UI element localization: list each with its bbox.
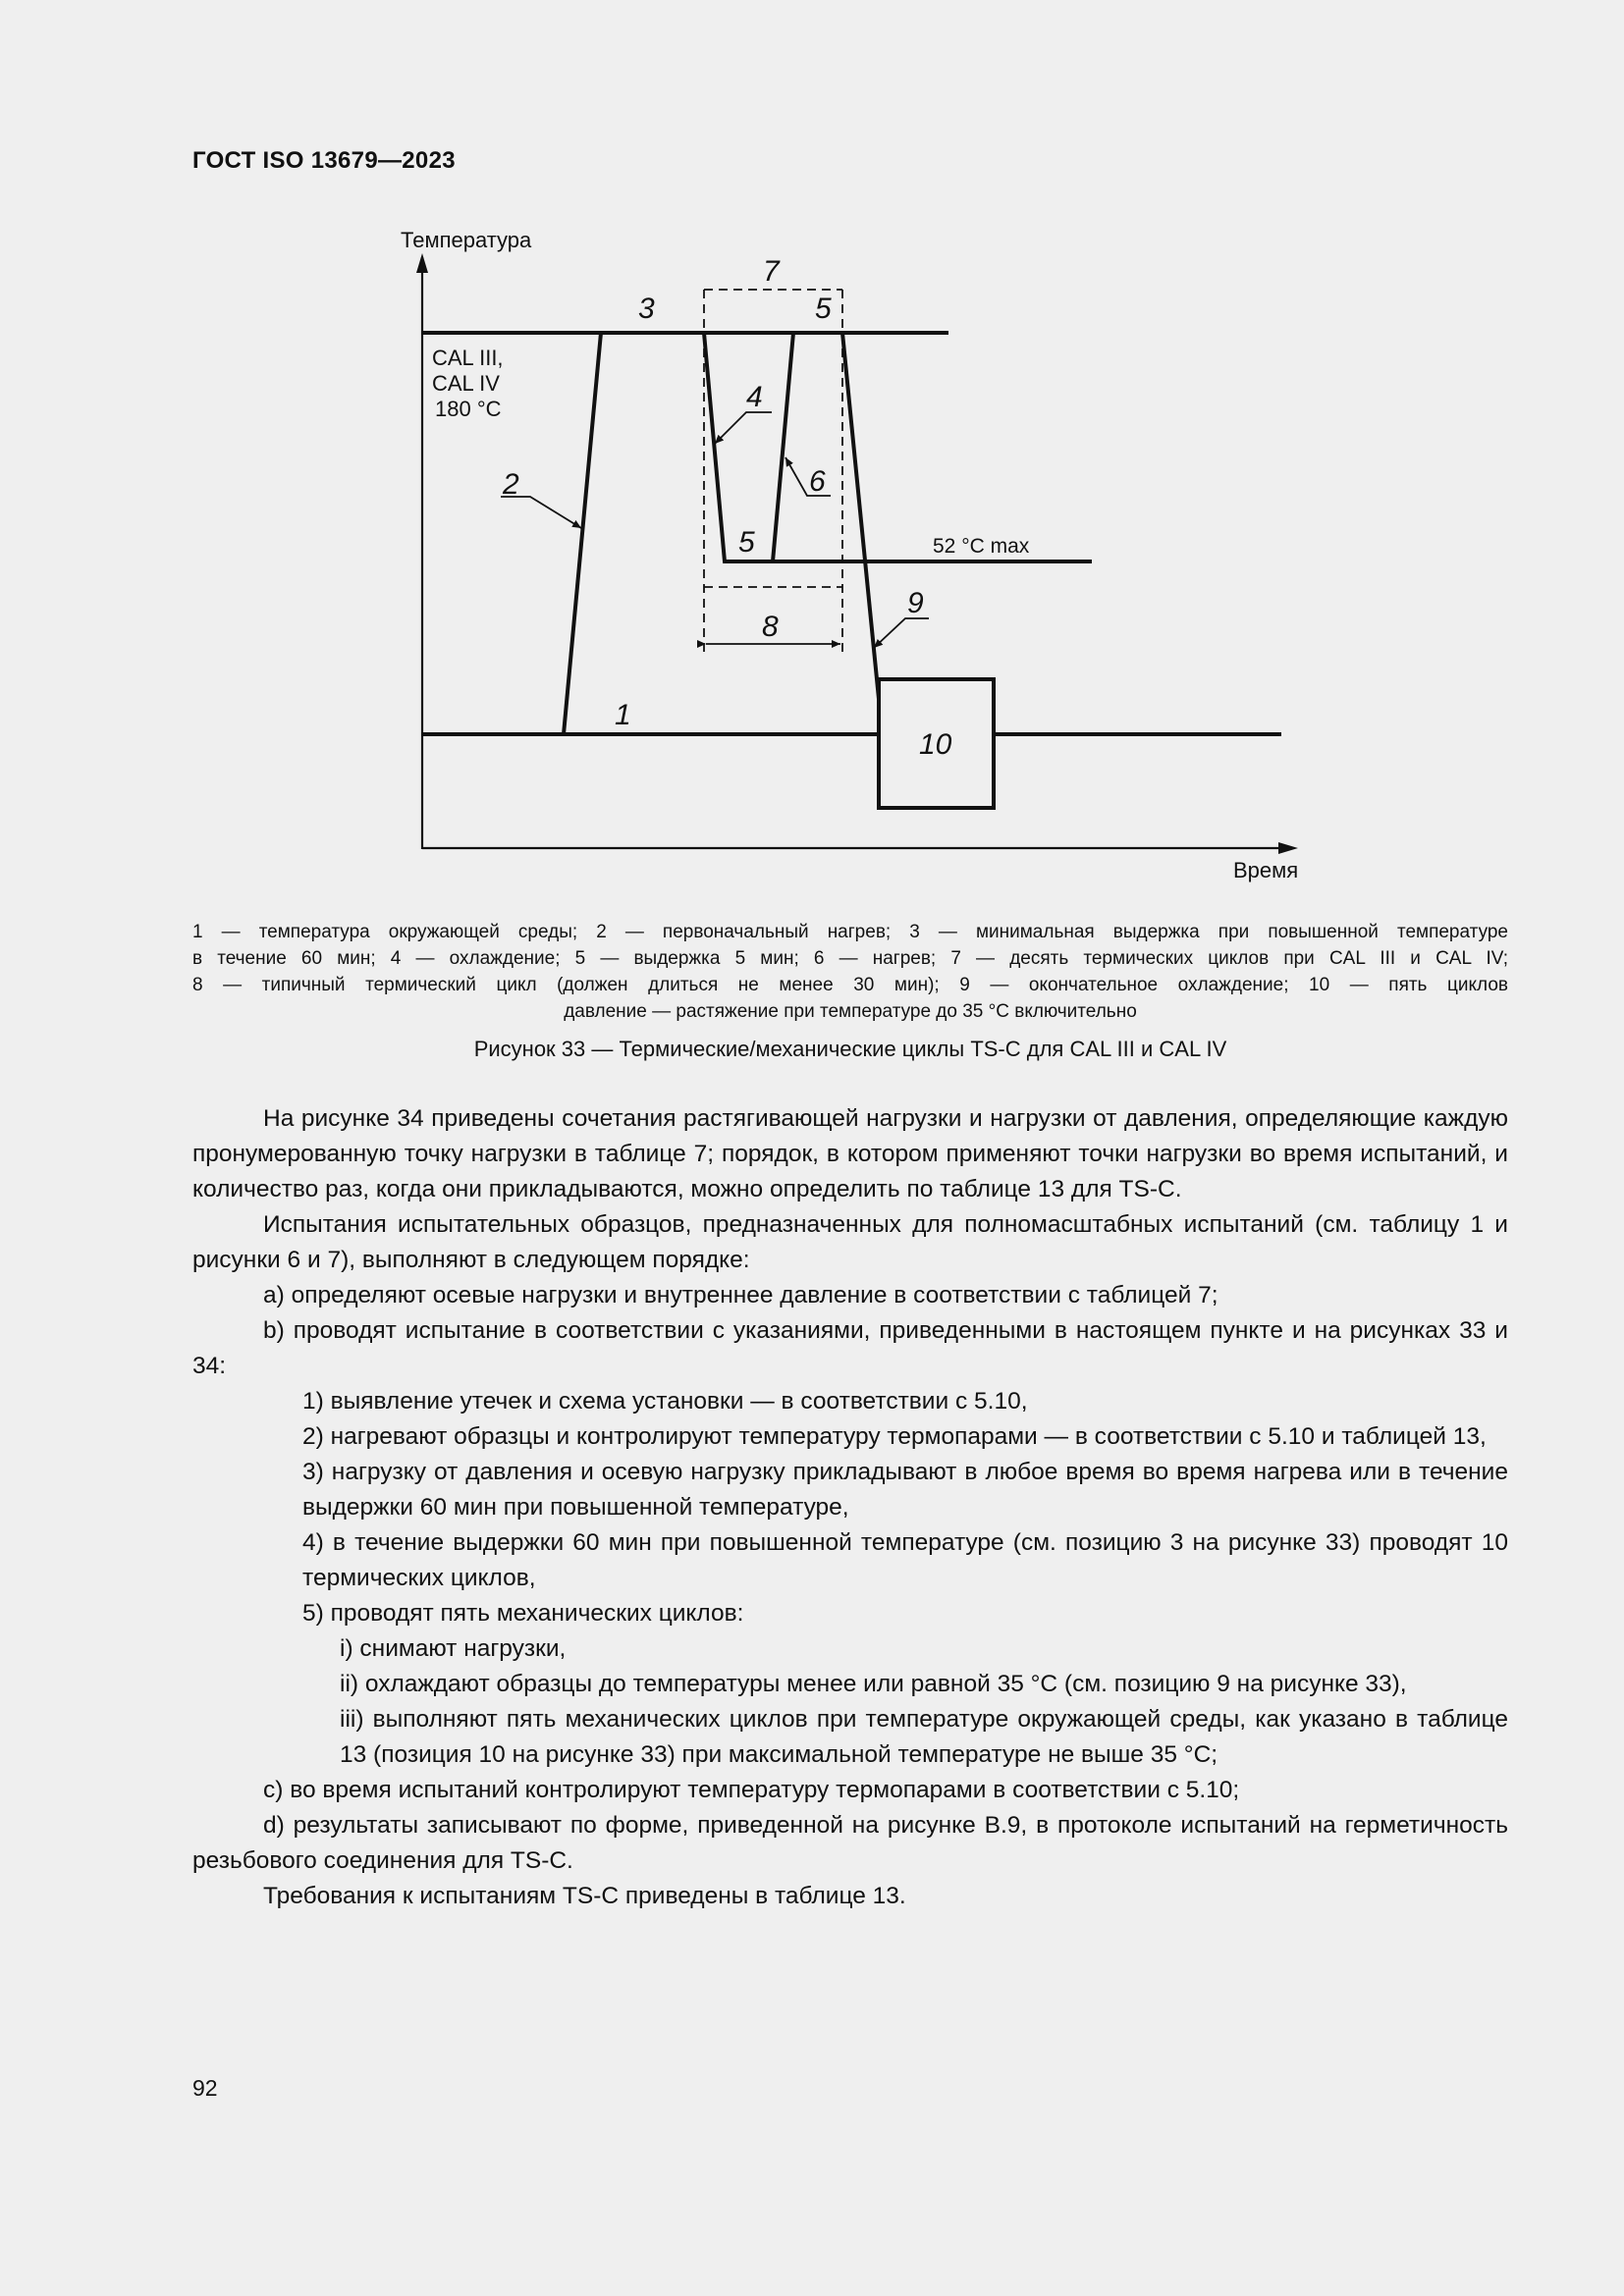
marker-6: 6	[809, 465, 826, 498]
marker-7: 7	[763, 255, 780, 288]
paragraph: На рисунке 34 приведены сочетания растягивающей нагрузки и нагрузки от давления, определяющие каждую пронумерованную точку нагрузки в таблице 7; порядок, в котором применяют точки нагрузки во время испытаний, и количество раз, когда они прикладываются, можно определить по таблице 13 для TS-C.	[192, 1105, 1508, 1202]
list-item: 5) проводят пять механических циклов:	[302, 1600, 744, 1627]
marker-5-top: 5	[815, 293, 832, 325]
y-axis-arrow	[416, 253, 428, 273]
leader-9	[874, 618, 929, 648]
page-number: 92	[192, 2075, 218, 2101]
list-item: d) результаты записывают по форме, приведенной на рисунке В.9, в протоколе испытаний на герметичность резьбового соединения для TS-C.	[192, 1812, 1508, 1874]
leader-2	[501, 497, 581, 528]
final-cooling-line	[842, 333, 879, 699]
cal-label-line3: 180 °C	[435, 397, 502, 421]
initial-heating-line	[564, 333, 601, 734]
legend-line: давление — растяжение при температуре до 35 °C включительно	[564, 1001, 1137, 1022]
legend-line: 8 — типичный термический цикл (должен длиться не менее 30 мин); 9 — окончательное охлаждение; 10 — пять циклов	[192, 975, 1508, 995]
list-item: a) определяют осевые нагрузки и внутреннее давление в соответствии с таблицей 7;	[263, 1282, 1218, 1308]
marker-10: 10	[919, 728, 952, 761]
x-axis-label: Время	[1233, 858, 1299, 882]
list-item: 2) нагревают образцы и контролируют температуру термопарами — в соответствии с 5.10 и таблицей 13,	[302, 1423, 1487, 1450]
body-text	[192, 1101, 1508, 1914]
marker-9: 9	[907, 587, 924, 619]
legend-line: 1 — температура окружающей среды; 2 — первоначальный нагрев; 3 — минимальная выдержка при повышенной температуре	[192, 922, 1508, 942]
marker-3: 3	[638, 293, 655, 325]
max-temp-label: 52 °C max	[933, 535, 1030, 558]
thermal-cycle-figure	[0, 0, 1624, 903]
leader-4	[715, 412, 772, 444]
list-item: iii) выполняют пять механических циклов при температуре окружающей среды, как указано в таблице 13 (позиция 10 на рисунке 33) при максимальной температуре не выше 35 °C;	[340, 1706, 1508, 1768]
marker-1: 1	[615, 699, 631, 731]
list-item: ii) охлаждают образцы до температуры менее или равной 35 °C (см. позицию 9 на рисунке 33),	[340, 1671, 1407, 1697]
y-axis-label: Температура	[401, 228, 532, 252]
list-item: b) проводят испытание в соответствии с указаниями, приведенными в настоящем пункте и на рисунках 33 и 34:	[192, 1317, 1508, 1379]
document-header: ГОСТ ISO 13679—2023	[192, 147, 456, 174]
list-item: 1) выявление утечек и схема установки — в соответствии с 5.10,	[302, 1388, 1028, 1415]
list-item: i) снимают нагрузки,	[340, 1635, 567, 1662]
cal-label-line2: CAL IV	[432, 371, 500, 396]
list-item: 4) в течение выдержки 60 мин при повышенной температуре (см. позицию 3 на рисунке 33) проводят 10 термических циклов,	[302, 1529, 1508, 1591]
figure-legend	[192, 919, 1508, 1025]
paragraph: Требования к испытаниям TS-C приведены в таблице 13.	[263, 1883, 906, 1909]
cal-label-line1: CAL III,	[432, 346, 504, 370]
list-item: c) во время испытаний контролируют температуру термопарами в соответствии с 5.10;	[263, 1777, 1240, 1803]
legend-line: в течение 60 мин; 4 — охлаждение; 5 — выдержка 5 мин; 6 — нагрев; 7 — десять термических циклов при CAL III и CAL IV;	[192, 948, 1508, 969]
figure-caption: Рисунок 33 — Термические/механические циклы TS-C для CAL III и CAL IV	[473, 1037, 1227, 1061]
marker-4: 4	[746, 381, 763, 413]
marker-2: 2	[503, 468, 519, 501]
marker-8: 8	[762, 611, 779, 643]
x-axis-arrow	[1278, 842, 1298, 854]
marker-5-bottom: 5	[738, 526, 755, 559]
list-item: 3) нагрузку от давления и осевую нагрузку прикладывают в любое время во время нагрева или в течение выдержки 60 мин при повышенной температуре,	[302, 1459, 1508, 1521]
paragraph: Испытания испытательных образцов, предназначенных для полномасштабных испытаний (см. таблицу 1 и рисунки 6 и 7), выполняют в следующем порядке:	[192, 1211, 1508, 1273]
